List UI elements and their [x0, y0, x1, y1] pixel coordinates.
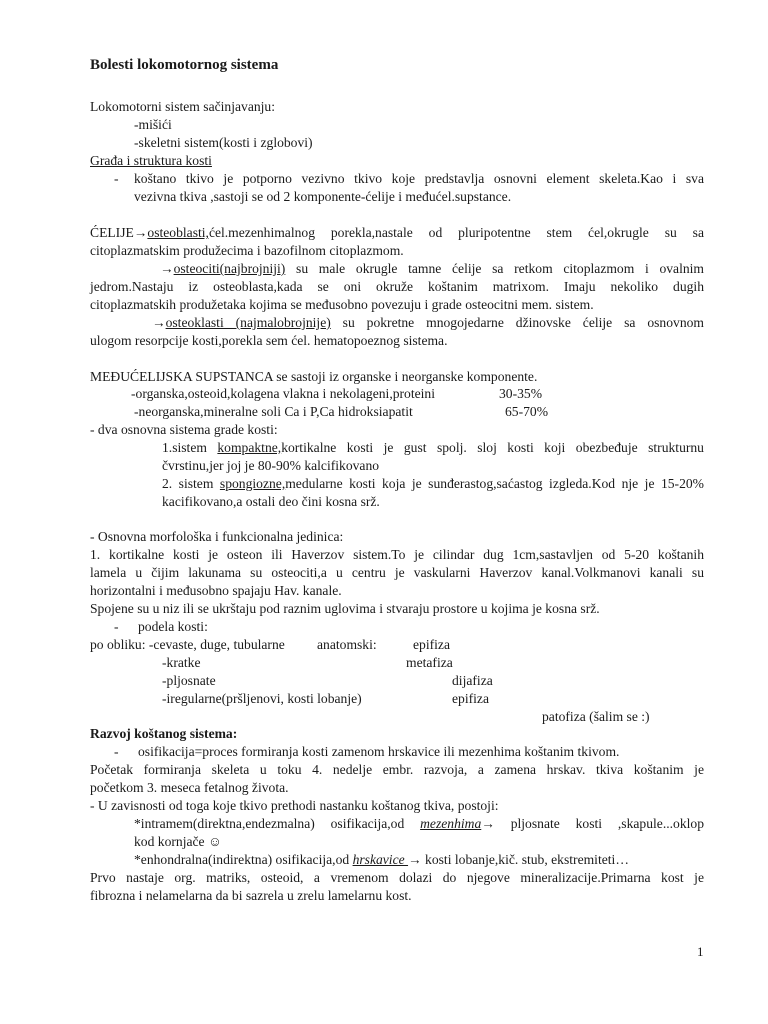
osteoklasti-text: su pokretne mnogojedarne džinovske ćelije sa osnovnom: [342, 315, 704, 330]
bullet1-line2: vezivna tkiva ,sastoji se od 2 komponente-ćelije i međućel.supstance.: [134, 189, 512, 204]
page-number: 1: [697, 944, 704, 959]
arrow-icon: →: [152, 315, 166, 330]
kompaktne-term: kompaktne,: [217, 440, 282, 455]
heading-gradja: Građa i struktura kosti: [90, 153, 212, 168]
enhondralna-line: [134, 851, 629, 869]
anatomy-dijafiza: dijafiza: [452, 673, 493, 688]
morf-line4: horizontalni i međusobno spajaju Hav. kanale.: [90, 583, 342, 598]
hrskavice-term: hrskavice: [352, 852, 409, 867]
osteoklasti-line2: ulogom resorpcije kosti,porekla sem ćel. hematopoeznog sistema.: [90, 333, 448, 348]
patofiza-joke: patofiza (šalim se :): [542, 709, 650, 724]
pocetak-line1: Početak formiranja skeleta u toku 4. nedelje embr. razvoja, a zamena hrskav. tkiva koštanim je: [90, 762, 704, 777]
po-obliku: po obliku: -cevaste, duge, tubularne: [90, 637, 285, 652]
bullet1-line1: koštano tkivo je potporno vezivno tkivo koje predstavlja osnovni element skeleta.Kao i sva: [134, 171, 704, 186]
osteociti-term: osteociti(najbrojniji): [173, 261, 286, 276]
sistem1-text: kortikalne kosti je gust spolj. sloj kosti koji obezbeđuje strukturnu: [281, 440, 704, 455]
anatomy-epifiza-1: epifiza: [413, 637, 450, 652]
intro-item-misici: -mišići: [134, 117, 172, 132]
podela-marker: -: [114, 619, 119, 634]
intramem-prefix: *intramem(direktna,endezmalna) osifikacija,od: [134, 816, 421, 831]
prvo-line2: fibrozna i nelamelarna da bi sazrela u zrelu lamelarnu kost.: [90, 888, 412, 903]
osteoklasti-term: osteoklasti (najmalobrojnije): [165, 315, 331, 330]
intramem-text: → pljosnate kosti ,skapule...oklop: [481, 816, 704, 831]
oblik-pljosnate: -pljosnate: [162, 673, 216, 688]
enhondralna-text: → kosti lobanje,kič. stub, ekstremiteti…: [408, 852, 629, 867]
celije-osteoblasti-line1: [90, 224, 704, 242]
morf-line5: Spojene su u niz ili se ukrštaju pod raznim uglovima i stvaraju prostore u kojima je kosna srž.: [90, 601, 600, 616]
osteociti-line2: jedrom.Nastaju iz osteoblasta,kada se oni okruže koštanim matrixom. Imaju nekoliko dugih: [90, 279, 704, 294]
zavisnosti-text: - U zavisnosti od toga koje tkivo prethodi nastanku koštanog tkiva, postoji:: [90, 798, 499, 813]
neorganska-text: -neorganska,mineralne soli Ca i P,Ca hidroksiapatit: [134, 404, 413, 419]
sistem1-prefix: 1.sistem: [162, 440, 218, 455]
intro-text: Lokomotorni sistem sačinjavanju:: [90, 99, 275, 114]
dva-sistema: - dva osnovna sistema grade kosti:: [90, 422, 278, 437]
enhondralna-prefix: *enhondralna(indirektna) osifikacija,od: [134, 852, 353, 867]
spongiozne-term: spongiozne,: [219, 476, 286, 491]
osteoblasti-line2: citoplazmatskim produžecima i bazofilnom citoplazmom.: [90, 243, 404, 258]
sistem2-prefix: 2. sistem: [162, 476, 220, 491]
organska-text: -organska,osteoid,kolagena vlakna i nekolageni,proteini: [131, 386, 436, 401]
medju-heading-line: MEĐUĆELIJSKA SUPSTANCA se sastoji iz organske i neorganske komponente.: [90, 369, 538, 384]
osteoblasti-term: osteoblasti,: [147, 225, 209, 240]
pocetak-line2: početkom 3. meseca fetalnog života.: [90, 780, 289, 795]
organska-percent: 30-35%: [499, 386, 543, 401]
intramem-line1: [134, 815, 704, 833]
osteoblasti-text: ćel.mezenhimalnog porekla,nastale od pluripotentne stem ćel,okrugle su sa: [208, 225, 704, 240]
morf-line2: 1. kortikalne kosti je osteon ili Haverzov sistem.To je cilindar dug 1cm,sastavljen od 5-20 koštanih: [90, 547, 704, 562]
osteoklasti-line1: [152, 314, 704, 332]
anatomy-epifiza-2: epifiza: [452, 691, 489, 706]
osteociti-line1: [160, 260, 704, 278]
bullet-marker: -: [114, 171, 119, 186]
sistem2-text: medularne kosti koja je sunđerastog,saćastog izgleda.Kod nje je 15-20%: [285, 476, 705, 491]
anatomy-metafiza: metafiza: [406, 655, 453, 670]
celije-label: ĆELIJE→: [90, 225, 148, 240]
arrow-icon: →: [160, 261, 174, 276]
page-title: Bolesti lokomotornog sistema: [90, 57, 279, 73]
prvo-line1: Prvo nastaje org. matriks, osteoid, a vremenom dolazi do njegove mineralizacije.Primarna kost je: [90, 870, 704, 885]
oblik-kratke: -kratke: [162, 655, 201, 670]
sistem1-line2: čvrstinu,jer joj je 80-90% kalcifikovano: [162, 458, 380, 473]
oblik-iregularne: -iregularne(pršljenovi, kosti lobanje): [162, 691, 362, 706]
intramem-line2: kod kornjače ☺: [134, 834, 222, 849]
osteociti-line3: citoplazmatskih produžetaka kojima se međusobno povezuju i grade osteocitni mem. sistem.: [90, 297, 594, 312]
anatomski-label: anatomski:: [317, 637, 377, 652]
intro-item-skeletni: -skeletni sistem(kosti i zglobovi): [134, 135, 313, 150]
morf-line1: - Osnovna morfološka i funkcionalna jedinica:: [90, 529, 344, 544]
sistem2-line1: [162, 475, 704, 493]
sistem1-line1: [162, 439, 704, 457]
mezenhima-term: mezenhima: [420, 816, 482, 831]
podela-text: podela kosti:: [138, 619, 208, 634]
morf-line3: lamela u čijim lakunama su osteociti,a u centru je vaskularni Haverzov kanal.Volkmanovi kanali su: [90, 565, 704, 580]
osifikacija-marker: -: [114, 744, 119, 759]
neorganska-percent: 65-70%: [505, 404, 549, 419]
razvoj-heading: Razvoj koštanog sistema:: [90, 726, 238, 741]
osifikacija-text: osifikacija=proces formiranja kosti zamenom hrskavice ili mezenhima koštanim tkivom.: [138, 744, 620, 759]
sistem2-line2: kacifikovano,a ostali deo čini kosna srž.: [162, 494, 380, 509]
osteociti-text: su male okrugle tamne ćelije sa retkom citoplazmom i ovalnim: [296, 261, 704, 276]
